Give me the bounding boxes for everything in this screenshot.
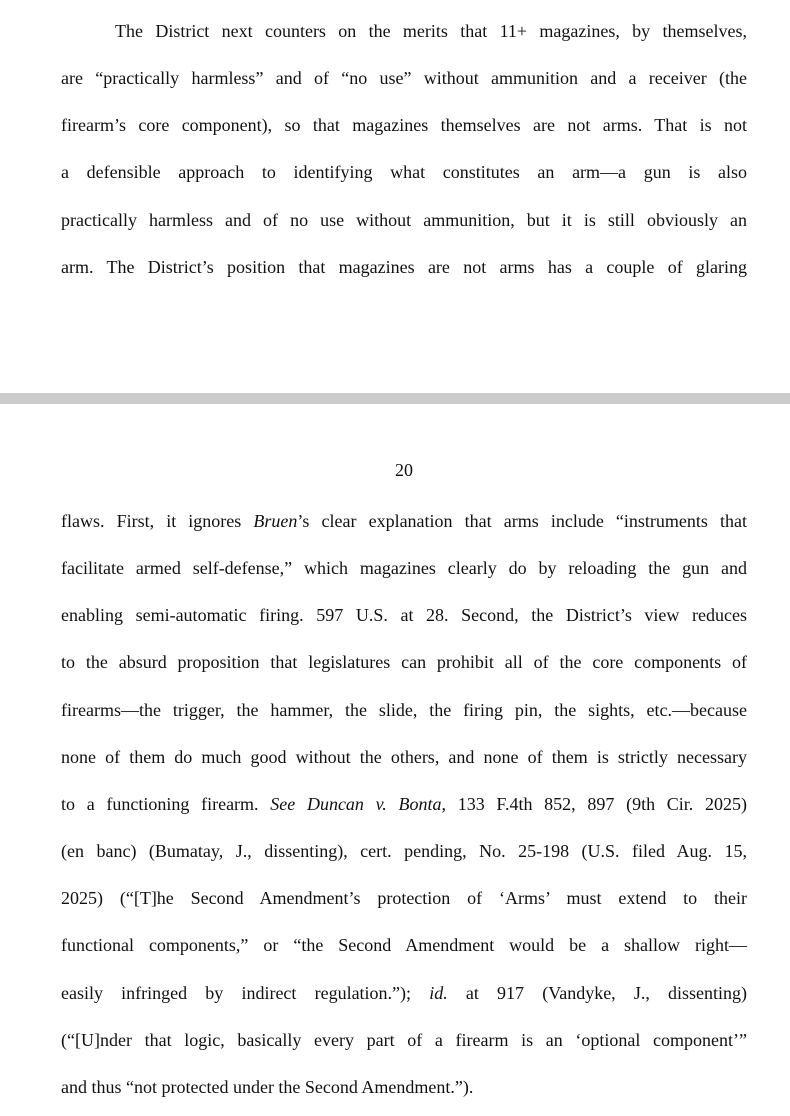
- text-segment: ’s clear explanation that arms include “instruments that: [297, 511, 747, 531]
- text-segment: are “practically harmless” and of “no use” without ammunition and a receiver (the: [61, 68, 747, 89]
- text-line: [61, 781, 747, 828]
- text-line: [61, 197, 747, 244]
- text-line: [61, 875, 747, 922]
- text-line: [61, 149, 747, 196]
- page-number: 20: [395, 460, 413, 480]
- text-segment: 2025) (“[T]he Second Amendment’s protection of ‘Arms’ must extend to their: [61, 888, 747, 909]
- text-segment: firearm’s core component), so that magazines themselves are not arms. That is not: [61, 115, 747, 136]
- italic-citation: id.: [429, 982, 448, 1003]
- page-divider: [0, 393, 790, 404]
- text-line: [61, 1064, 747, 1111]
- text-line: [61, 639, 747, 686]
- text-line: [61, 828, 747, 875]
- text-segment: easily infringed by indirect regulation.”);: [61, 982, 430, 1003]
- text-segment: to the absurd proposition that legislatures can prohibit all of the core components of: [61, 652, 747, 673]
- text-line: [61, 244, 747, 291]
- text-segment: enabling semi-automatic firing. 597 U.S. at 28. Second, the District’s view reduces: [61, 605, 747, 626]
- text-segment: a defensible approach to identifying what constitutes an arm—a gun is also: [61, 162, 747, 183]
- text-line: [61, 545, 747, 592]
- text-line: [61, 922, 747, 969]
- text-line: [61, 498, 747, 545]
- text-segment: and thus “not protected under the Second Amendment.”).: [61, 1076, 474, 1097]
- text-segment: to a functioning firearm.: [61, 793, 271, 814]
- text-segment: (“[U]nder that logic, basically every part of a firearm is an ‘optional component’”: [61, 1029, 747, 1050]
- text-line: [61, 102, 747, 149]
- text-segment: arm. The District’s position that magazines are not arms has a couple of glaring: [61, 256, 747, 277]
- text-line: [115, 8, 747, 55]
- text-segment: (en banc) (Bumatay, J., dissenting), cert. pending, No. 25-198 (U.S. filed Aug. 15,: [61, 841, 747, 862]
- text-segment: firearms—the trigger, the hammer, the slide, the firing pin, the sights, etc.—because: [61, 699, 747, 720]
- text-line: [61, 734, 747, 781]
- text-segment: practically harmless and of no use without ammunition, but it is still obviously an: [61, 209, 747, 230]
- text-segment: , 133 F.4th 852, 897 (9th Cir. 2025): [441, 793, 747, 814]
- text-segment: at 917 (Vandyke, J., dissenting): [447, 982, 748, 1003]
- text-segment: none of them do much good without the others, and none of them is strictly necessary: [61, 746, 747, 767]
- text-line: [61, 1017, 747, 1064]
- text-line: [61, 592, 747, 639]
- text-line: [61, 687, 747, 734]
- text-segment: The District next counters on the merits that 11+ magazines, by themselves,: [115, 21, 747, 41]
- italic-citation: See Duncan v. Bonta: [270, 793, 442, 814]
- text-segment: functional components,” or “the Second Amendment would be a shallow right—: [61, 935, 747, 956]
- text-line: [61, 55, 747, 102]
- italic-citation: Bruen: [253, 511, 298, 531]
- text-segment: flaws. First, it ignores: [61, 511, 254, 531]
- text-segment: facilitate armed self-defense,” which magazines clearly do by reloading the gun and: [61, 558, 747, 579]
- text-line: [61, 970, 747, 1017]
